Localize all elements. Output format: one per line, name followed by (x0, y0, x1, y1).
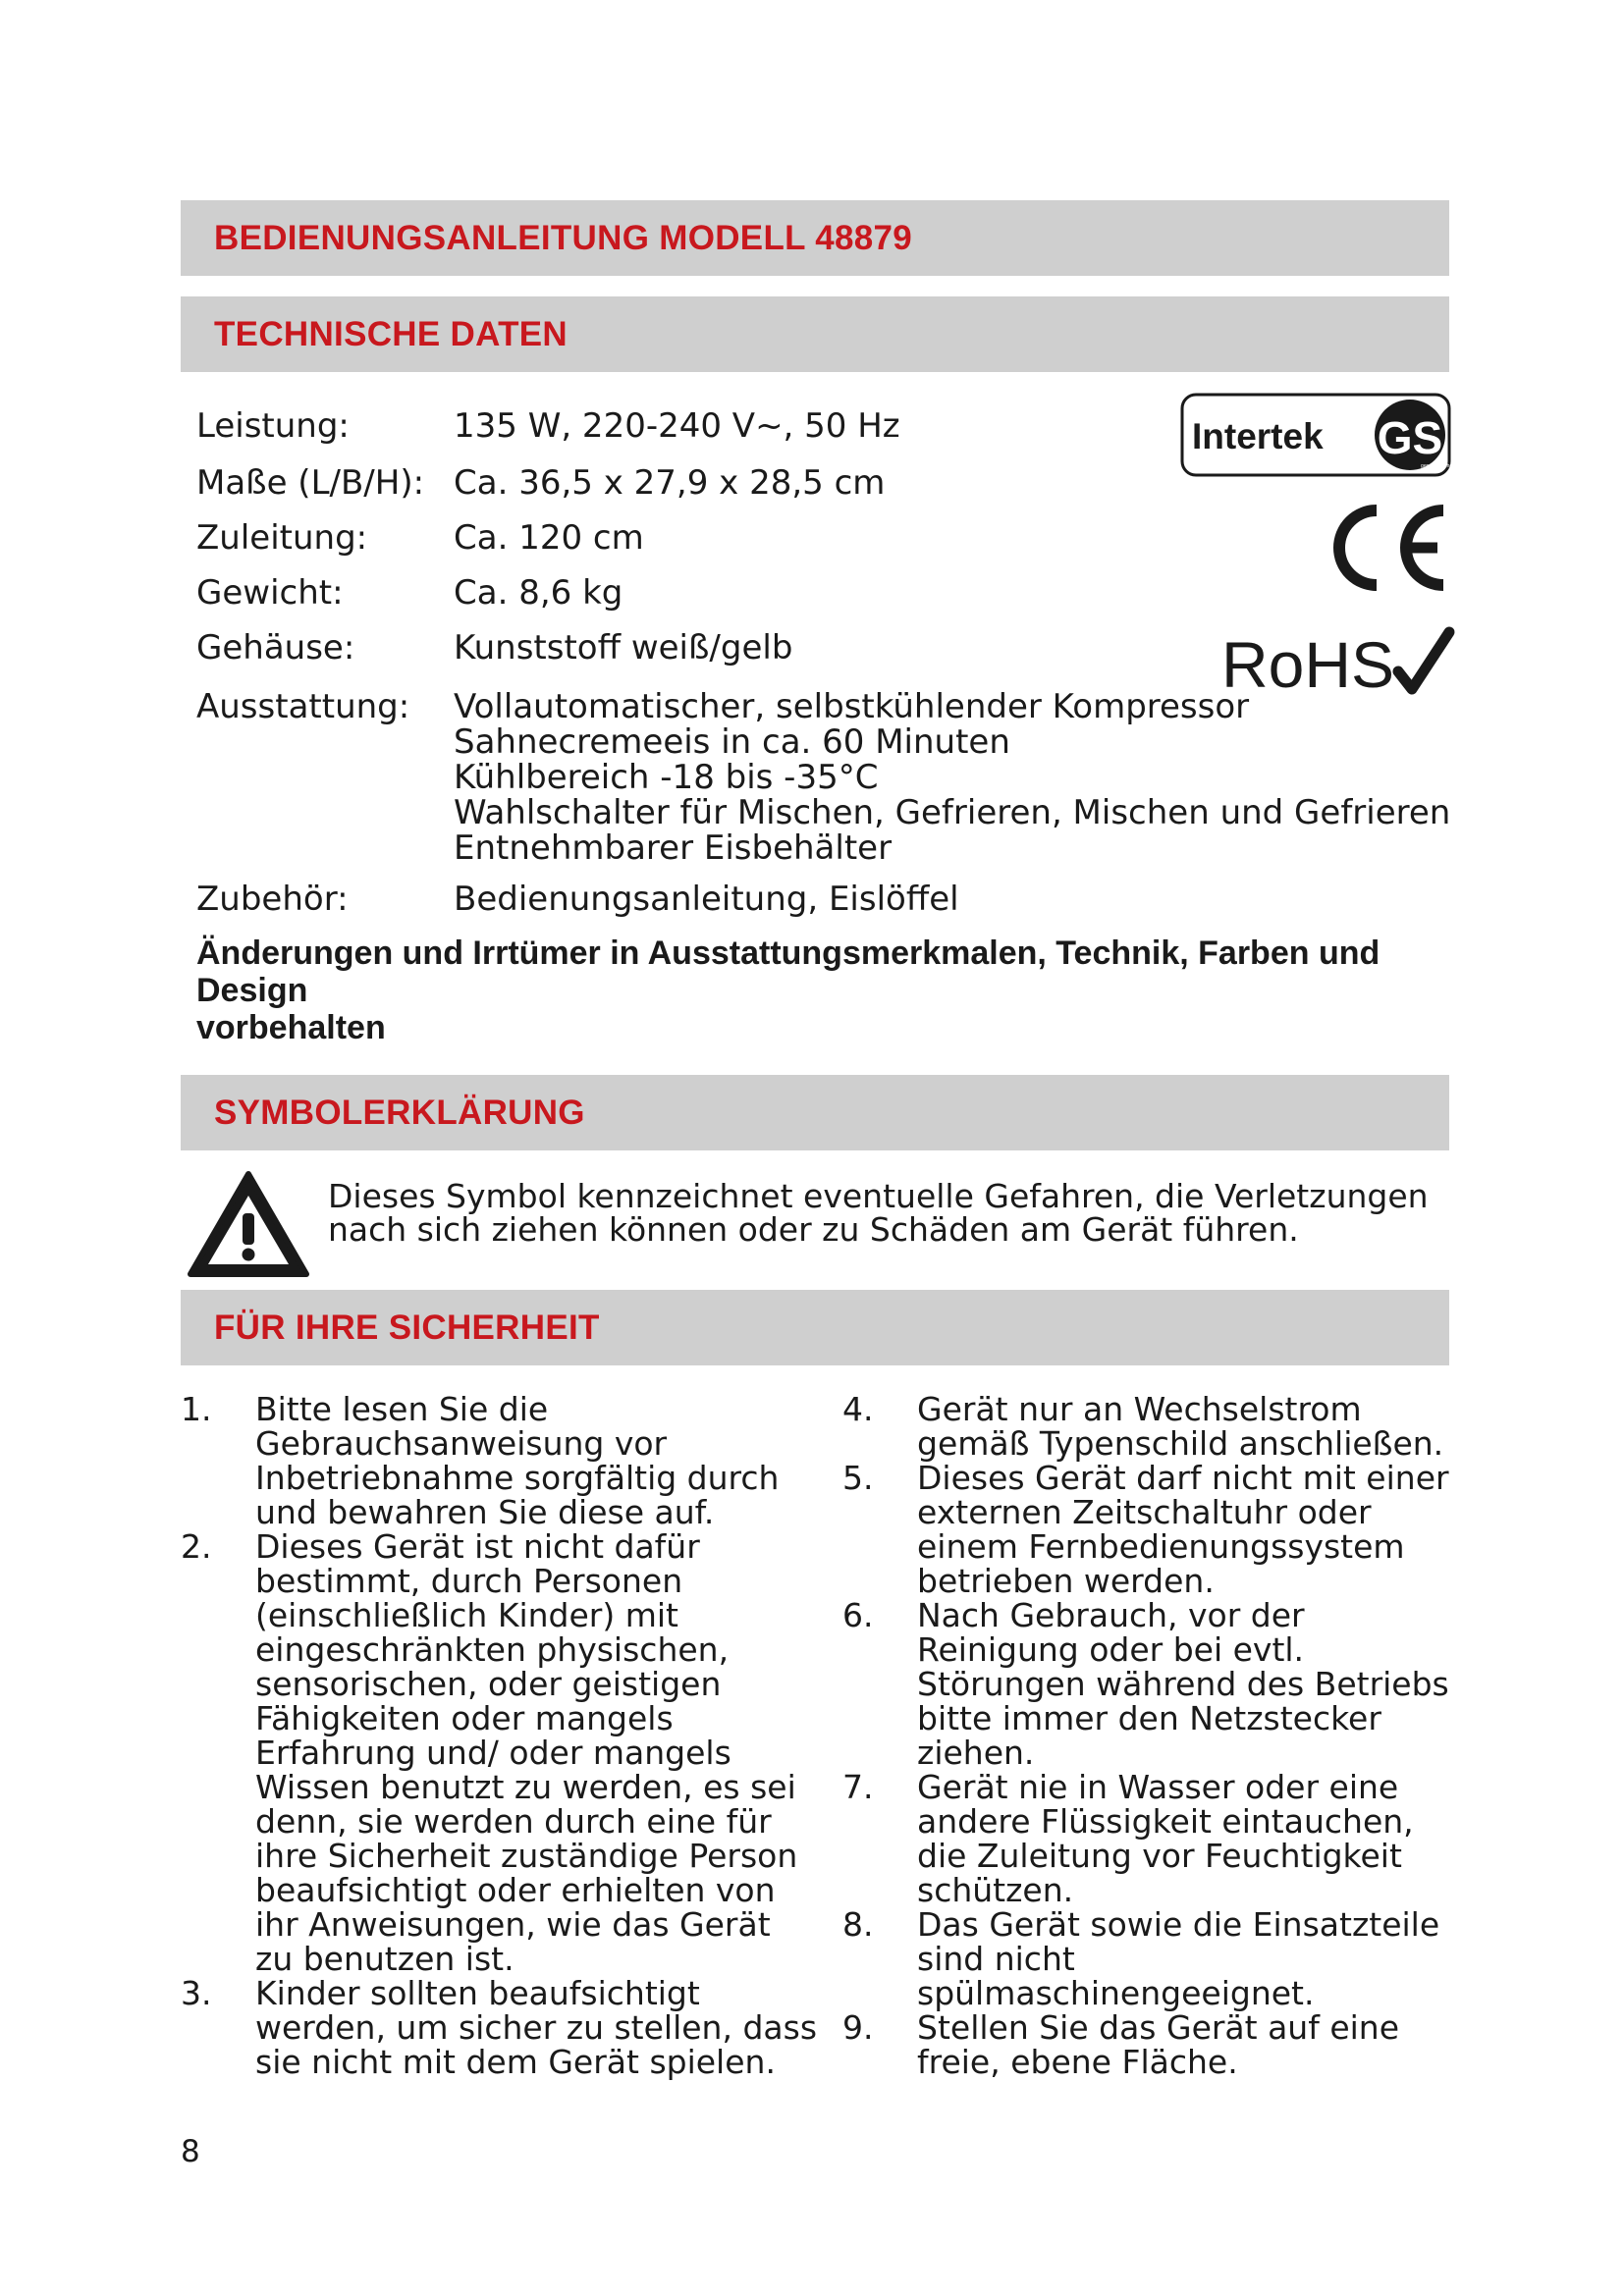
spec-value: Kunststoff weiß/gelb (454, 628, 793, 667)
list-item-text: Das Gerät sowie die Einsatzteile sind nicht spülmaschinengeeignet. (917, 1905, 1440, 2012)
list-item (842, 1907, 1471, 2010)
list-item (181, 1529, 817, 1976)
technische-daten-band (181, 296, 1449, 372)
spec-value-line: Vollautomatischer, selbstkühlender Kompressor (454, 687, 1250, 726)
list-item (842, 1392, 1471, 1461)
list-item-number: 9. (842, 2008, 874, 2047)
warning-triangle-icon (187, 1170, 310, 1280)
list-item-number: 4. (842, 1390, 874, 1428)
symbolerklaerung-band (181, 1075, 1449, 1150)
sicherheit-heading: FÜR IHRE SICHERHEIT (214, 1308, 600, 1347)
page-number: 8 (181, 2134, 200, 2169)
document-title: BEDIENUNGSANLEITUNG MODELL 48879 (214, 218, 913, 257)
spec-value: Ca. 36,5 x 27,9 x 28,5 cm (454, 463, 886, 503)
list-item-text: Nach Gebrauch, vor der Reinigung oder bei evtl. Störungen während des Betriebs bitte immer den Netzstecker ziehen. (917, 1596, 1449, 1772)
list-item-text: Bitte lesen Sie die Gebrauchsanweisung vor Inbetriebnahme sorgfältig durch und bewahren Sie diese auf. (255, 1390, 780, 1531)
list-item-number: 1. (181, 1390, 212, 1428)
safety-list-right (842, 1392, 1471, 2079)
list-item-number: 5. (842, 1459, 874, 1497)
sicherheit-band (181, 1290, 1449, 1365)
spec-value: 135 W, 220-240 V~, 50 Hz (454, 406, 900, 446)
spec-label: Zuleitung: (196, 518, 368, 558)
spec-value-line: Entnehmbarer Eisbehälter (454, 828, 893, 868)
checkmark-icon (1398, 632, 1449, 689)
disclaimer-note (196, 934, 1453, 1046)
spec-value-list (454, 689, 1450, 866)
list-item (842, 1461, 1471, 1598)
gs-small-text: geprüfte Sicherheit (1421, 463, 1462, 469)
list-item-number: 6. (842, 1596, 874, 1634)
rohs-mark (1221, 622, 1453, 701)
list-item-number: 3. (181, 1974, 212, 2012)
spec-value-line: Kühlbereich -18 bis -35°C (454, 758, 879, 797)
list-item (842, 2010, 1471, 2079)
list-item-number: 2. (181, 1527, 212, 1566)
list-item (842, 1598, 1471, 1770)
symbol-description-line: nach sich ziehen können oder zu Schäden am Gerät führen. (328, 1210, 1299, 1249)
symbol-description (328, 1177, 1437, 1249)
symbol-description-line: Dieses Symbol kennzeichnet eventuelle Gefahren, die Verletzungen (328, 1177, 1429, 1215)
spec-value: Ca. 8,6 kg (454, 573, 623, 613)
spec-value: Ca. 120 cm (454, 518, 644, 558)
technische-daten-heading: TECHNISCHE DATEN (214, 314, 568, 353)
list-item-text: Dieses Gerät ist nicht dafür bestimmt, durch Personen (einschließlich Kinder) mit eingeschränkten physischen, sensorischen, oder geistigen Fähigkeiten oder mangels Erfahrung und/ oder mangels Wissen benutzt zu werden, es sei denn, sie werden durch eine für ihre Sicherheit zuständige Person beaufsichtigt oder erhielten von ihr Anweisungen, wie das Gerät zu benutzen ist. (255, 1527, 798, 1978)
list-item-text: Dieses Gerät darf nicht mit einer externen Zeitschaltuhr oder einem Fernbedienungssystem betrieben werden. (917, 1459, 1449, 1600)
list-item (181, 1976, 817, 2079)
intertek-text: Intertek (1192, 416, 1324, 456)
list-item-text: Stellen Sie das Gerät auf eine freie, ebene Fläche. (917, 2008, 1400, 2081)
spec-value-line: Sahnecremeeis in ca. 60 Minuten (454, 722, 1010, 762)
list-item-text: Kinder sollten beaufsichtigt werden, um sicher zu stellen, dass sie nicht mit dem Gerät spielen. (255, 1974, 818, 2081)
safety-list-left (181, 1392, 817, 2079)
ce-mark (1322, 497, 1451, 599)
spec-value-line: Wahlschalter für Mischen, Gefrieren, Mischen und Gefrieren (454, 793, 1451, 832)
spec-label: Ausstattung: (196, 687, 410, 726)
disclaimer-line: vorbehalten (196, 1009, 386, 1046)
intertek-gs-logo (1180, 393, 1462, 477)
symbolerklaerung-heading: SYMBOLERKLÄRUNG (214, 1093, 585, 1132)
spec-label: Gehäuse: (196, 628, 355, 667)
rohs-text: RoHS (1221, 628, 1395, 701)
list-item-text: Gerät nur an Wechselstrom gemäß Typenschild anschließen. (917, 1390, 1444, 1463)
list-item (842, 1770, 1471, 1907)
list-item-number: 8. (842, 1905, 874, 1944)
spec-label: Gewicht: (196, 573, 344, 613)
list-item-text: Gerät nie in Wasser oder eine andere Flüssigkeit eintauchen, die Zuleitung vor Feuchtigkeit schützen. (917, 1768, 1414, 1909)
ce-text: CE (1322, 497, 1324, 498)
gs-text: GS (1377, 412, 1443, 463)
spec-label: Maße (L/B/H): (196, 463, 425, 503)
spec-label: Leistung: (196, 406, 350, 446)
list-item-number: 7. (842, 1768, 874, 1806)
spec-value: Bedienungsanleitung, Eislöffel (454, 880, 959, 919)
title-band (181, 200, 1449, 276)
spec-label: Zubehör: (196, 880, 349, 919)
list-item (181, 1392, 817, 1529)
disclaimer-line: Änderungen und Irrtümer in Ausstattungsmerkmalen, Technik, Farben und Design (196, 934, 1380, 1009)
